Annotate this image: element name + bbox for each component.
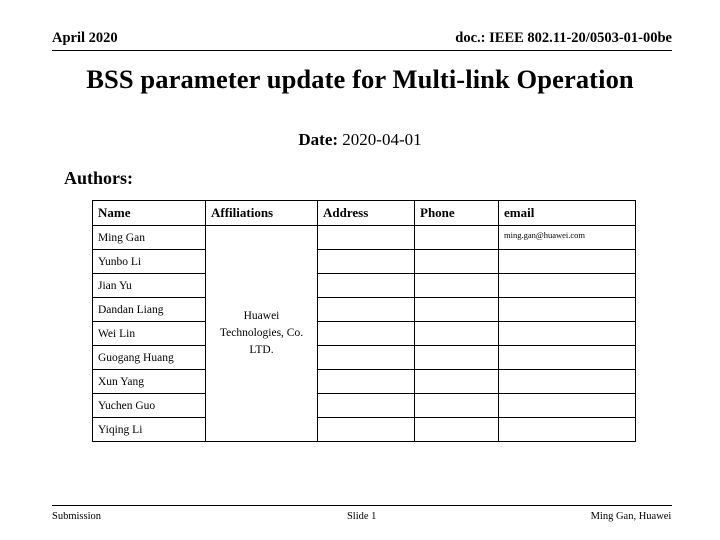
header-date: April 2020 [52, 30, 118, 46]
cell-name: Yuchen Guo [93, 394, 206, 418]
table-row [93, 226, 636, 250]
date-line [30, 130, 690, 150]
table-row [93, 346, 636, 370]
cell-name: Ming Gan [93, 226, 206, 250]
cell-address [318, 226, 415, 250]
cell-email [499, 298, 636, 322]
slide-header [52, 30, 672, 47]
header-doc-id: doc.: IEEE 802.11-20/0503-01-00be [455, 30, 672, 46]
cell-email [499, 250, 636, 274]
cell-name: Jian Yu [93, 274, 206, 298]
table-header-row [93, 201, 636, 226]
cell-name: Wei Lin [93, 322, 206, 346]
cell-phone [415, 418, 499, 442]
footer-submission: Submission [52, 511, 102, 522]
cell-email [499, 322, 636, 346]
cell-address [318, 322, 415, 346]
cell-address [318, 298, 415, 322]
column-header-name: Name [93, 201, 206, 226]
footer-divider [52, 505, 672, 506]
cell-address [318, 250, 415, 274]
cell-address [318, 394, 415, 418]
table-row [93, 394, 636, 418]
cell-address [318, 370, 415, 394]
cell-phone [415, 250, 499, 274]
cell-address [318, 418, 415, 442]
footer-slide-number: Slide 1 [346, 511, 377, 522]
cell-email: ming.gan@huawei.com [499, 226, 636, 250]
cell-phone [415, 346, 499, 370]
table-row [93, 250, 636, 274]
cell-phone [415, 298, 499, 322]
cell-email [499, 394, 636, 418]
table-row [93, 418, 636, 442]
cell-name: Dandan Liang [93, 298, 206, 322]
cell-phone [415, 274, 499, 298]
cell-address [318, 346, 415, 370]
date-value: 2020-04-01 [342, 130, 422, 149]
cell-name: Xun Yang [93, 370, 206, 394]
cell-email [499, 370, 636, 394]
cell-phone [415, 394, 499, 418]
cell-address [318, 274, 415, 298]
column-header-address: Address [318, 201, 415, 226]
cell-name: Guogang Huang [93, 346, 206, 370]
column-header-affiliations: Affiliations [206, 201, 318, 226]
cell-email [499, 274, 636, 298]
table-row [93, 370, 636, 394]
cell-phone [415, 370, 499, 394]
cell-email [499, 346, 636, 370]
page-title: BSS parameter update for Multi-link Operation [86, 64, 634, 94]
column-header-phone: Phone [415, 201, 499, 226]
cell-phone [415, 322, 499, 346]
table-row [93, 322, 636, 346]
cell-name: Yiqing Li [93, 418, 206, 442]
cell-affiliation: Huawei Technologies, Co. LTD. [206, 226, 318, 442]
cell-name: Yunbo Li [93, 250, 206, 274]
cell-email [499, 418, 636, 442]
authors-table [92, 200, 636, 442]
table-row [93, 298, 636, 322]
date-label: Date: [298, 130, 339, 149]
footer-author: Ming Gan, Huawei [590, 511, 672, 522]
slide-footer [52, 511, 672, 522]
table-row [93, 274, 636, 298]
authors-label: Authors: [64, 168, 134, 188]
cell-phone [415, 226, 499, 250]
header-divider [52, 50, 672, 51]
column-header-email: email [499, 201, 636, 226]
